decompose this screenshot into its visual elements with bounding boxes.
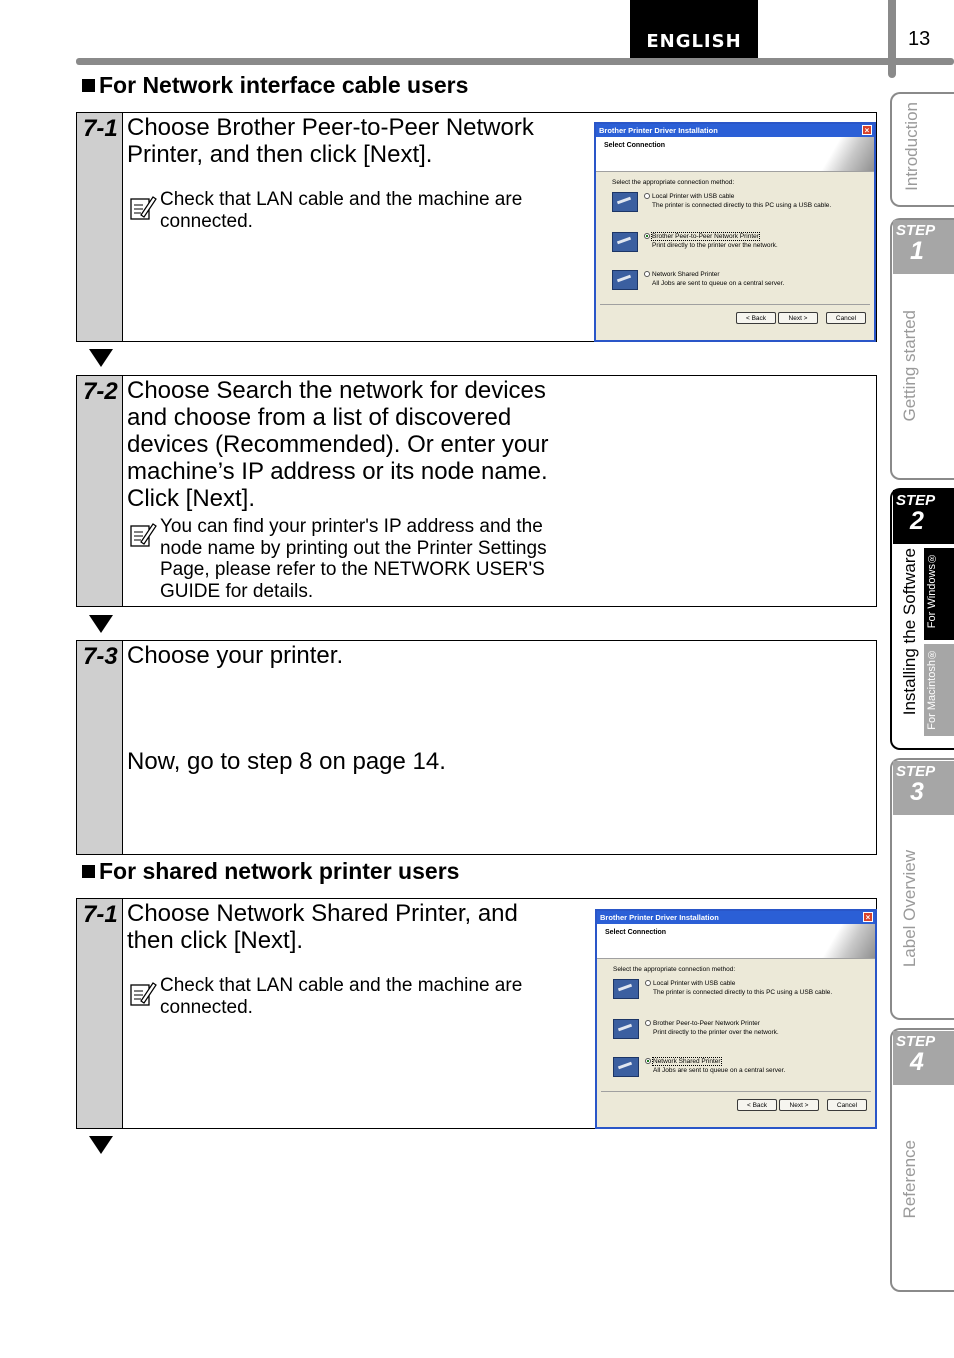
option-description: Print directly to the printer over the network. xyxy=(653,1029,779,1036)
side-subtab-label: For Windows® xyxy=(926,552,938,629)
step-box xyxy=(76,375,877,607)
down-triangle-icon xyxy=(89,349,113,367)
step-text-line: Choose Network Shared Printer, and xyxy=(127,900,518,927)
dialog-separator xyxy=(601,1091,871,1092)
side-subtab-windows[interactable] xyxy=(924,548,954,640)
side-subtab-macintosh[interactable] xyxy=(924,644,954,736)
step-number-cell xyxy=(77,376,123,606)
step-number-cell xyxy=(77,641,123,854)
section-heading xyxy=(82,72,468,99)
note-text-line: Check that LAN cable and the machine are xyxy=(160,975,523,996)
option-description: All Jobs are sent to queue on a central server. xyxy=(652,280,785,287)
option-label: Brother Peer-to-Peer Network Printer xyxy=(653,1020,760,1027)
radio-button-icon xyxy=(645,980,651,986)
dialog-buttons xyxy=(736,312,866,324)
page-curl-graphic xyxy=(819,924,875,958)
header-rule xyxy=(76,58,954,65)
option-description: All Jobs are sent to queue on a central server. xyxy=(653,1067,786,1074)
next-button: Next > xyxy=(779,1099,819,1111)
dialog-separator xyxy=(600,304,870,305)
step-text xyxy=(127,113,534,168)
cancel-button: Cancel xyxy=(827,1099,867,1111)
note-pencil-icon xyxy=(129,520,157,548)
connection-option xyxy=(613,1019,779,1039)
connection-option xyxy=(612,232,778,252)
network-cable-icon xyxy=(612,232,638,252)
step-text-line: machine’s IP address or its node name. xyxy=(127,458,548,485)
close-icon: × xyxy=(862,125,872,135)
down-triangle-icon xyxy=(89,615,113,633)
step-text-line: Printer, and then click [Next]. xyxy=(127,141,433,168)
radio-button-icon xyxy=(644,193,650,199)
note xyxy=(129,516,547,602)
page-curl-graphic xyxy=(818,137,874,171)
side-tab-introduction[interactable] xyxy=(890,92,954,207)
step-text xyxy=(127,899,518,954)
header-vertical-rule xyxy=(888,0,896,78)
step-word: STEP xyxy=(896,763,936,780)
dialog-prompt: Select the appropriate connection method: xyxy=(612,179,735,186)
dialog-titlebar xyxy=(597,911,875,924)
dialog-title: Brother Printer Driver Installation xyxy=(599,126,718,135)
installation-dialog-screenshot xyxy=(595,909,877,1129)
network-cable-icon xyxy=(613,1019,639,1039)
dialog-buttons xyxy=(737,1099,867,1111)
step-number: 7-1 xyxy=(83,901,118,928)
cancel-button: Cancel xyxy=(826,312,866,324)
next-button: Next > xyxy=(778,312,818,324)
step-number: 7-1 xyxy=(83,115,118,142)
side-tab-label: Getting started xyxy=(900,310,919,422)
section-heading-text: For Network interface cable users xyxy=(99,72,469,98)
step-number: 7-3 xyxy=(83,643,118,670)
step-number-cell xyxy=(77,113,123,341)
back-button: < Back xyxy=(737,1099,777,1111)
page-number: 13 xyxy=(908,28,931,50)
side-tab-label: Reference xyxy=(900,1140,919,1219)
usb-cable-icon xyxy=(613,979,639,999)
radio-button-icon xyxy=(645,1020,651,1026)
option-description: The printer is connected directly to this PC using a USB cable. xyxy=(652,202,832,209)
step-number: 3 xyxy=(910,778,924,806)
note xyxy=(129,975,522,1018)
connection-option xyxy=(612,192,831,212)
shared-printer-icon xyxy=(612,270,638,290)
section-heading xyxy=(82,858,459,885)
connection-option xyxy=(612,270,784,290)
step-text-line: Click [Next]. xyxy=(127,485,256,512)
radio-button-icon xyxy=(644,271,650,277)
step-number: 7-2 xyxy=(83,378,118,405)
dialog-header-text: Select Connection xyxy=(605,929,667,936)
button-gap xyxy=(820,312,824,324)
step-text-line: Choose your printer. xyxy=(127,642,344,669)
step-text xyxy=(127,641,343,669)
step-number: 2 xyxy=(910,507,924,535)
step-3-badge xyxy=(893,761,954,815)
installation-dialog-screenshot xyxy=(594,122,876,342)
section-heading-text: For shared network printer users xyxy=(99,858,460,884)
radio-button-selected-icon xyxy=(644,233,650,239)
note-pencil-icon xyxy=(129,979,157,1007)
note-text-line: Page, please refer to the NETWORK USER'S xyxy=(160,559,545,580)
step-number: 1 xyxy=(910,237,924,265)
step-word: STEP xyxy=(896,222,936,239)
note-text-line: connected. xyxy=(160,996,253,1018)
shared-printer-icon xyxy=(613,1057,639,1077)
step-box xyxy=(76,640,877,855)
step-word: STEP xyxy=(896,1033,936,1050)
square-bullet-icon xyxy=(82,79,95,92)
step-text-line: devices (Recommended). Or enter your xyxy=(127,431,549,458)
dialog-header xyxy=(596,137,874,172)
step-text xyxy=(127,376,549,512)
note-text-line: You can find your printer's IP address and the xyxy=(160,516,543,537)
side-tab-label: Label Overview xyxy=(900,850,919,968)
usb-cable-icon xyxy=(612,192,638,212)
option-label: Network Shared Printer xyxy=(652,271,720,278)
side-tab-label: Installing the Software xyxy=(900,548,919,716)
step-2-badge xyxy=(893,490,954,544)
option-label: Local Printer with USB cable xyxy=(652,193,735,200)
note xyxy=(129,189,522,232)
step-word: STEP xyxy=(896,492,936,509)
option-label: Network Shared Printer xyxy=(653,1058,721,1065)
step-4-badge xyxy=(893,1031,954,1085)
step-number: 4 xyxy=(910,1048,924,1076)
step-text-line: and choose from a list of discovered xyxy=(127,404,512,431)
dialog-titlebar xyxy=(596,124,874,137)
dialog-prompt: Select the appropriate connection method: xyxy=(613,966,736,973)
option-label: Local Printer with USB cable xyxy=(653,980,736,987)
step-1-badge xyxy=(893,220,954,274)
connection-option xyxy=(613,979,832,999)
option-label: Brother Peer-to-Peer Network Printer xyxy=(652,233,759,240)
dialog-header-text: Select Connection xyxy=(604,142,666,149)
step-number-cell xyxy=(77,899,123,1128)
step-text-line: Choose Search the network for devices xyxy=(127,377,546,404)
note-text-line: GUIDE for details. xyxy=(160,580,314,602)
option-description: Print directly to the printer over the network. xyxy=(652,242,778,249)
step-text-line: then click [Next]. xyxy=(127,927,304,954)
step-text-line: Choose Brother Peer-to-Peer Network xyxy=(127,114,534,141)
dialog-header xyxy=(597,924,875,959)
note-pencil-icon xyxy=(129,193,157,221)
note-text-line: connected. xyxy=(160,210,253,232)
connection-option xyxy=(613,1057,785,1077)
language-tab: ENGLISH xyxy=(630,0,758,58)
note-text-line: node name by printing out the Printer Settings xyxy=(160,537,547,559)
square-bullet-icon xyxy=(82,865,95,878)
dialog-title: Brother Printer Driver Installation xyxy=(600,913,719,922)
down-triangle-icon xyxy=(89,1136,113,1154)
back-button: < Back xyxy=(736,312,776,324)
side-subtab-label: For Macintosh® xyxy=(926,648,938,730)
go-to-step-text: Now, go to step 8 on page 14. xyxy=(127,748,446,775)
radio-button-selected-icon xyxy=(645,1058,651,1064)
button-gap xyxy=(821,1099,825,1111)
close-icon: × xyxy=(863,912,873,922)
side-tab-label: Introduction xyxy=(902,102,921,191)
note-text-line: Check that LAN cable and the machine are xyxy=(160,189,523,210)
option-description: The printer is connected directly to this PC using a USB cable. xyxy=(653,989,833,996)
